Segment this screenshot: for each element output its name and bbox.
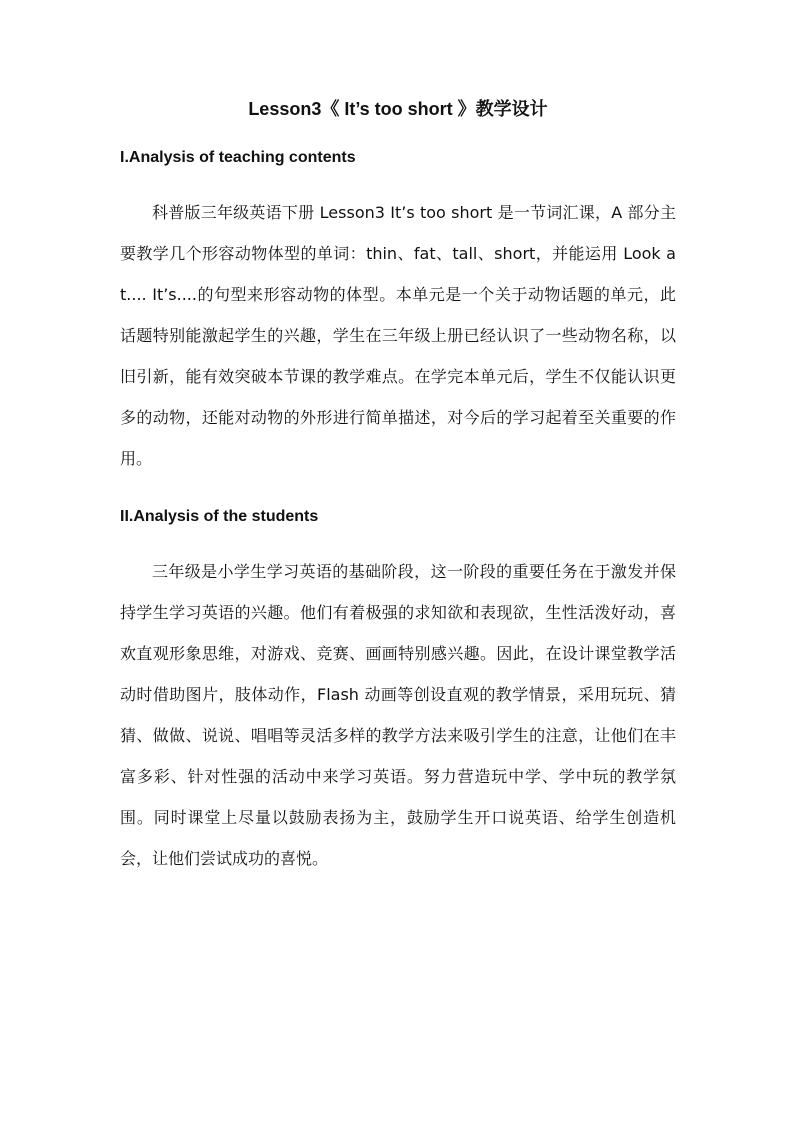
section-heading-teaching-contents: I.Analysis of teaching contents xyxy=(120,149,356,166)
section-body-students: 三年级是小学生学习英语的基础阶段，这一阶段的重要任务在于激发并保持学生学习英语的兴趣。他们有着极强的求知欲和表现欲，生性活泼好动，喜欢直观形象思维，对游戏、竞赛、画画特别感兴趣。因此，在设计课堂教学活动时借助图片，肢体动作，Flash 动画等创设直观的教学情景，采用玩玩、猜猜、做做、说说、唱唱等灵活多样的教学方法来吸引学生的注意，让他们在丰富多彩、针对性强的活动中来学习英语。努力营造玩中学、学中玩的教学氛围。同时课堂上尽量以鼓励表扬为主，鼓励学生开口说英语、给学生创造机会，让他们尝试成功的喜悦。 xyxy=(120,562,676,868)
section-heading-students: II.Analysis of the students xyxy=(120,508,319,525)
document-page xyxy=(120,96,676,905)
section-body-teaching-contents: 科普版三年级英语下册 Lesson3 It’s too short 是一节词汇课，A 部分主要教学几个形容动物体型的单词：thin、fat、tall、short，并能运用 Look at.... It’s....的句型来形容动物的体型。本单元是一个关于动物话题的单元，此话题特别能激起学生的兴趣，学生在三年级上册已经认识了一些动物名称，以旧引新，能有效突破本节课的教学难点。在学完本单元后，学生不仅能认识更多的动物，还能对动物的外形进行简单描述，对今后的学习起着至关重要的作用。 xyxy=(120,203,676,468)
document-title: Lesson3《 It’s too short 》教学设计 xyxy=(248,99,548,119)
